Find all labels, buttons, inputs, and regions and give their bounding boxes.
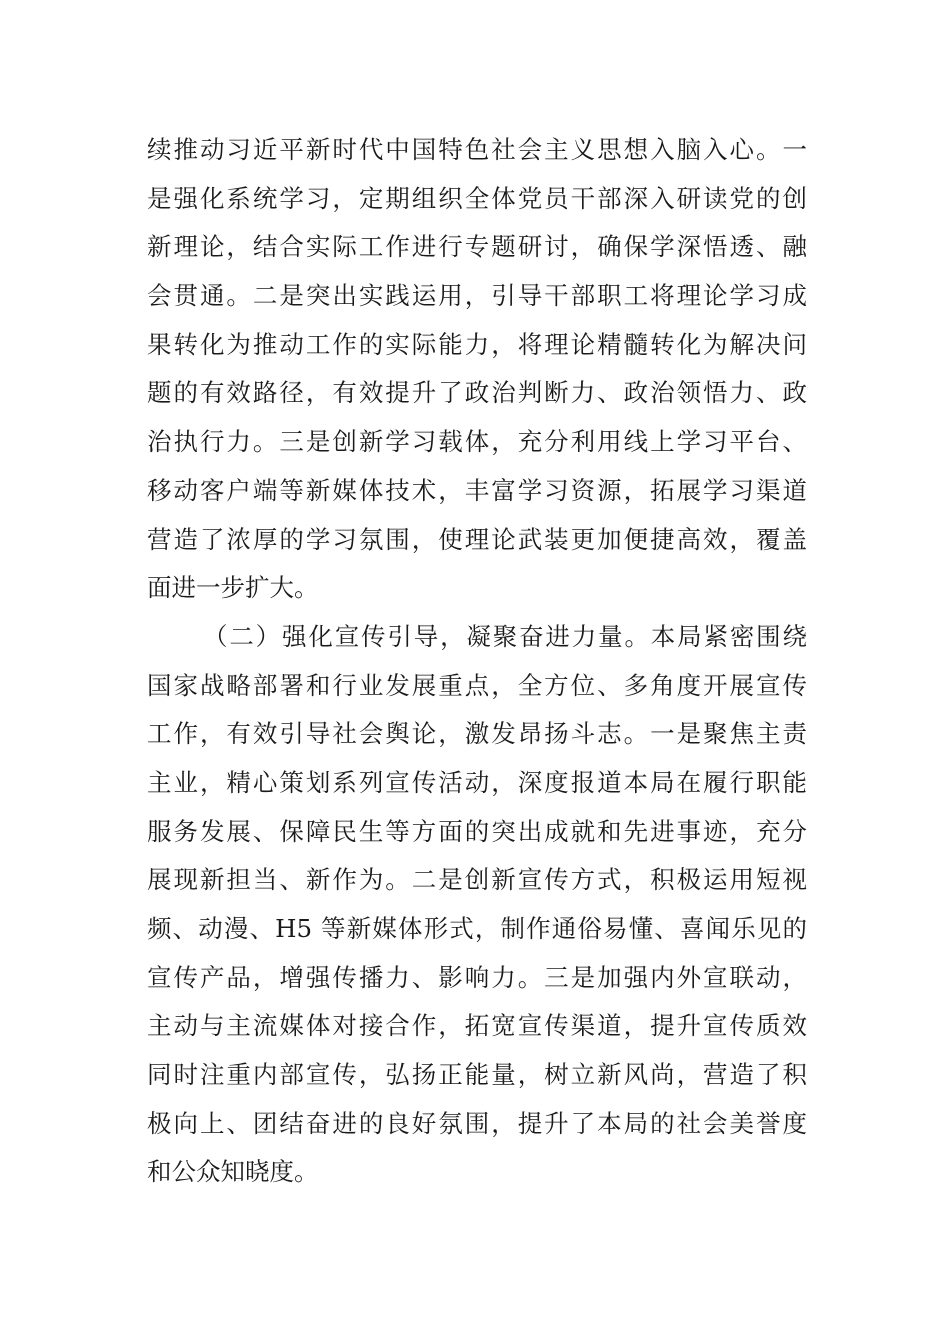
text-line: 国家战略部署和行业发展重点，全方位、多角度开展宣传 [147,670,807,700]
text-line: 营造了浓厚的学习氛围，使理论武装更加便捷高效，覆盖 [147,524,807,554]
text-line: 会贯通。二是突出实践运用，引导干部职工将理论学习成 [147,281,807,311]
text-line: 新理论，结合实际工作进行专题研讨，确保学深悟透、融 [147,232,807,262]
text-line: 题的有效路径，有效提升了政治判断力、政治领悟力、政 [147,378,807,408]
text-line: 服务发展、保障民生等方面的突出成就和先进事迹，充分 [147,816,807,846]
text-line: 展现新担当、新作为。二是创新宣传方式，积极运用短视 [147,865,807,895]
text-line: 面进一步扩大。 [147,573,319,603]
text-line: 极向上、团结奋进的良好氛围，提升了本局的社会美誉度 [147,1108,807,1138]
text-line: 宣传产品，增强传播力、影响力。三是加强内外宣联动， [147,962,807,992]
text-line: 是强化系统学习，定期组织全体党员干部深入研读党的创 [147,183,807,213]
text-line: 工作，有效引导社会舆论，激发昂扬斗志。一是聚焦主责 [147,719,807,749]
text-line: 果转化为推动工作的实际能力，将理论精髓转化为解决问 [147,329,807,359]
section-heading-line: （二）强化宣传引导，凝聚奋进力量。本局紧密围绕 [203,621,807,651]
text-line: 移动客户端等新媒体技术，丰富学习资源，拓展学习渠道 [147,475,807,505]
text-line: 同时注重内部宣传，弘扬正能量，树立新风尚，营造了积 [147,1060,807,1090]
text-line: 和公众知晓度。 [147,1157,319,1187]
paragraph-study [147,126,807,613]
text-line: 频、动漫、H5 等新媒体形式，制作通俗易懂、喜闻乐见的 [147,914,807,943]
text-line: 主业，精心策划系列宣传活动，深度报道本局在履行职能 [147,767,807,797]
text-line: 主动与主流媒体对接合作，拓宽宣传渠道，提升宣传质效 [147,1011,807,1041]
text-line: 治执行力。三是创新学习载体，充分利用线上学习平台、 [147,427,807,457]
text-line: 续推动习近平新时代中国特色社会主义思想入脑入心。一 [147,135,807,164]
body-text [147,126,807,1197]
paragraph-publicity [147,613,807,1197]
